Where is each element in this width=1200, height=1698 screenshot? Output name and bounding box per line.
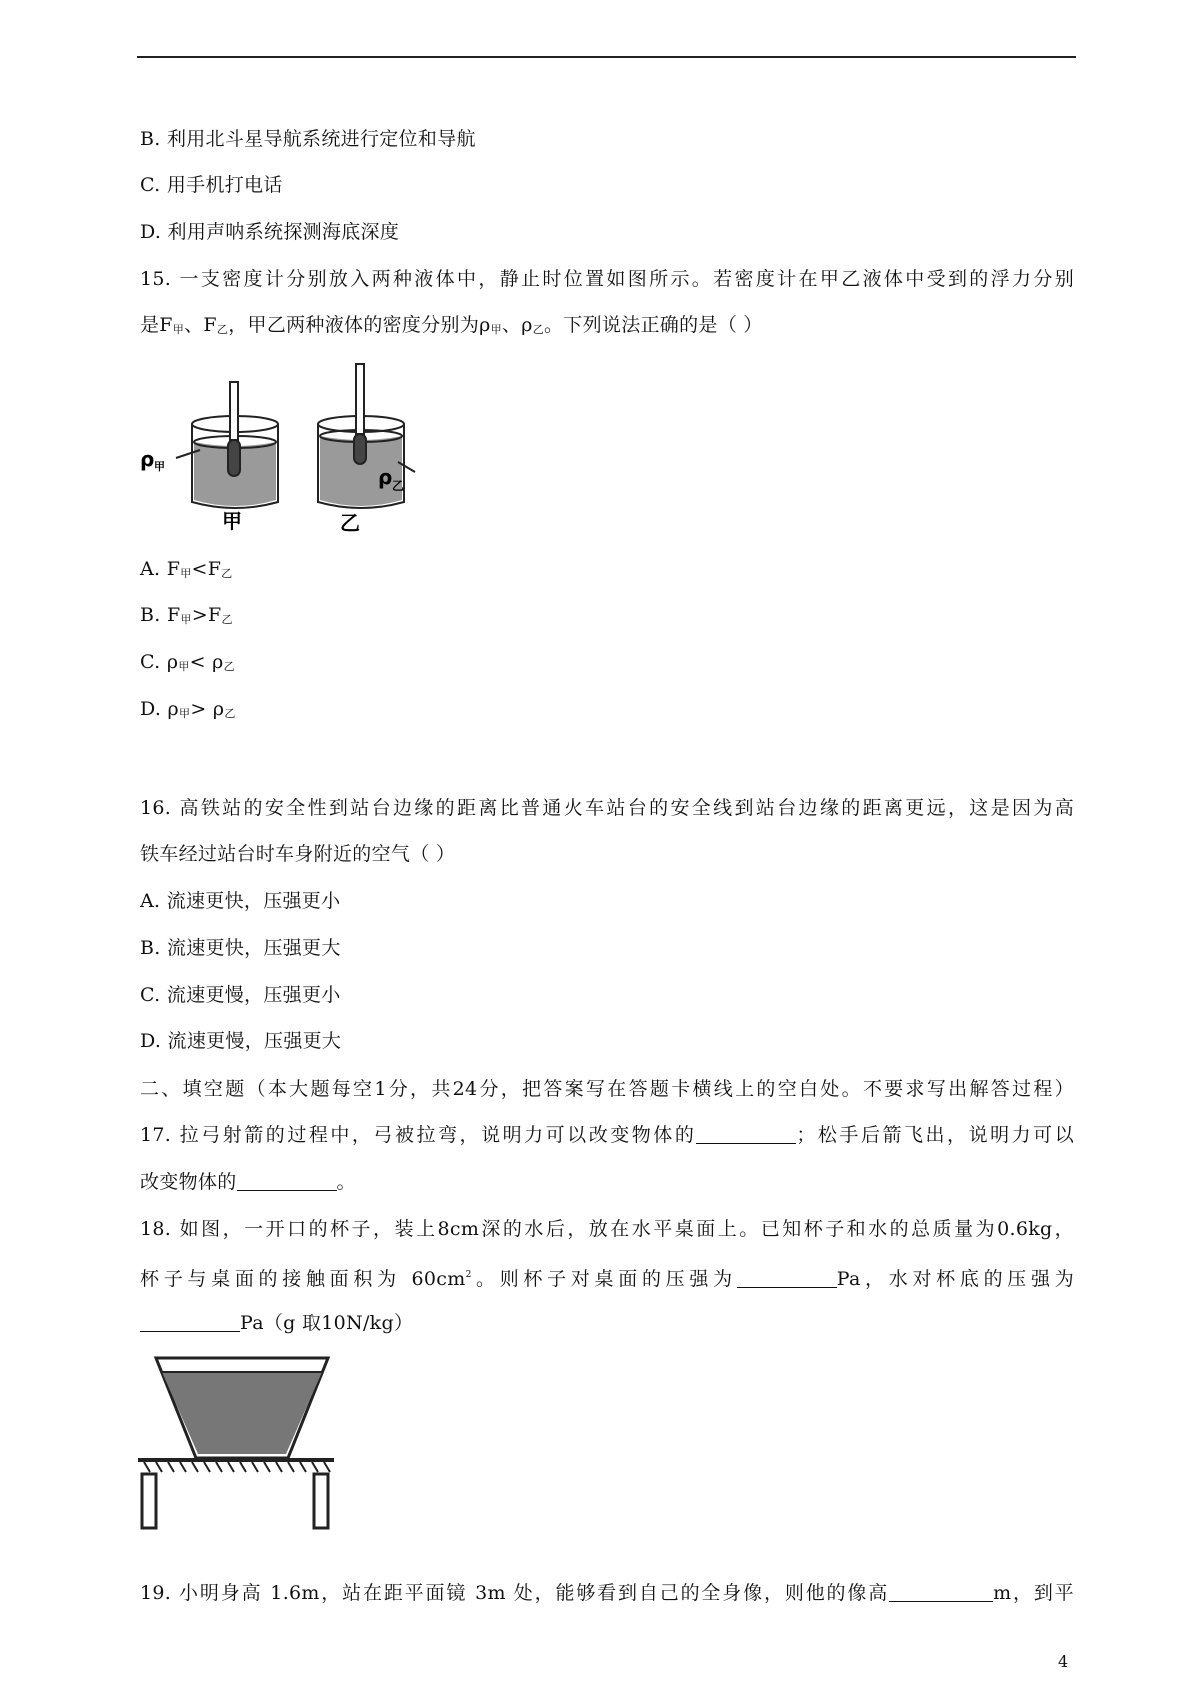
- page-number: 4: [1058, 1652, 1069, 1671]
- q18-line1: 18. 如图，一开口的杯子，装上8cm深的水后，放在水平桌面上。已知杯子和水的总质量为0.6kg，: [140, 1218, 1074, 1240]
- q16-stem-line1: 16. 高铁站的安全性到站台边缘的距离比普通火车站台的安全线到站台边缘的距离更远，这是因为高: [140, 797, 1074, 819]
- q14-option-b: B. 利用北斗星导航系统进行定位和导航: [140, 128, 476, 150]
- q18-line2: 杯子与桌面的接触面积为 $60cm^2$。则杯子对桌面的压强为 Pa，水对杯底的压强为: [140, 1268, 1074, 1290]
- q16-option-b: B. 流速更快，压强更大: [140, 937, 341, 959]
- q16-option-d: D. 流速更慢，压强更大: [140, 1030, 342, 1052]
- q15-hydrometer-figure: [140, 362, 422, 532]
- q17-line1: 17. 拉弓射箭的过程中，弓被拉弯，说明力可以改变物体的 ；松手后箭飞出，说明力可以: [140, 1124, 1074, 1146]
- q14-option-d: D. 利用声呐系统探测海底深度: [140, 221, 400, 243]
- section-fill-in-heading: 二、填空题（本大题每空1分，共24分，把答案写在答题卡横线上的空白处。不要求写出解答过程）: [140, 1078, 1074, 1100]
- q15-stem-line1: 15. 一支密度计分别放入两种液体中，静止时位置如图所示。若密度计在甲乙液体中受到的浮力分别: [140, 268, 1074, 290]
- q17-blank-2: [237, 1170, 337, 1191]
- label-rho-jia-sub: 甲: [154, 460, 165, 473]
- q15-option-c: C. $\rho_甲< \rho_乙$: [140, 651, 235, 673]
- q15-stem-line2: 是$F_甲$、$F_乙$，甲乙两种液体的密度分别为$\rho_甲$、$\rho_乙$。下列说法正确的是（ ）: [140, 314, 763, 336]
- q18-cup-figure: [138, 1354, 334, 1532]
- label-yi: 乙: [340, 511, 360, 532]
- q18-blank-1: [737, 1267, 837, 1288]
- label-rho-yi-sub: 乙: [392, 479, 405, 493]
- q19-blank-1: [889, 1581, 993, 1602]
- q17-blank-1: [696, 1123, 796, 1144]
- label-rho-jia: ρ: [140, 447, 155, 471]
- label-rho-yi: ρ: [378, 465, 393, 489]
- q16-option-c: C. 流速更慢，压强更小: [140, 984, 341, 1006]
- q18-blank-2: [140, 1311, 240, 1332]
- q14-option-c: C. 用手机打电话: [140, 174, 283, 196]
- q15-option-d: D. $\rho_甲> \rho_乙$: [140, 698, 236, 720]
- q18-line3: Pa（g 取10N/kg）: [140, 1310, 413, 1336]
- beaker-jia: [192, 382, 278, 508]
- q15-option-a: A. $F_甲<F_乙$: [140, 558, 233, 580]
- label-jia: 甲: [222, 509, 242, 532]
- header-rule: [137, 56, 1076, 58]
- q16-stem-line2: 铁车经过站台时车身附近的空气（ ）: [140, 843, 456, 865]
- q17-line2: 改变物体的 。: [140, 1171, 356, 1193]
- q16-option-a: A. 流速更快，压强更小: [140, 890, 341, 912]
- q15-option-b: B. $F_甲>F_乙$: [140, 604, 233, 626]
- q19-line1: 19. 小明身高 1.6m，站在距平面镜 3m 处，能够看到自己的全身像，则他的像高 m，到平: [140, 1582, 1074, 1604]
